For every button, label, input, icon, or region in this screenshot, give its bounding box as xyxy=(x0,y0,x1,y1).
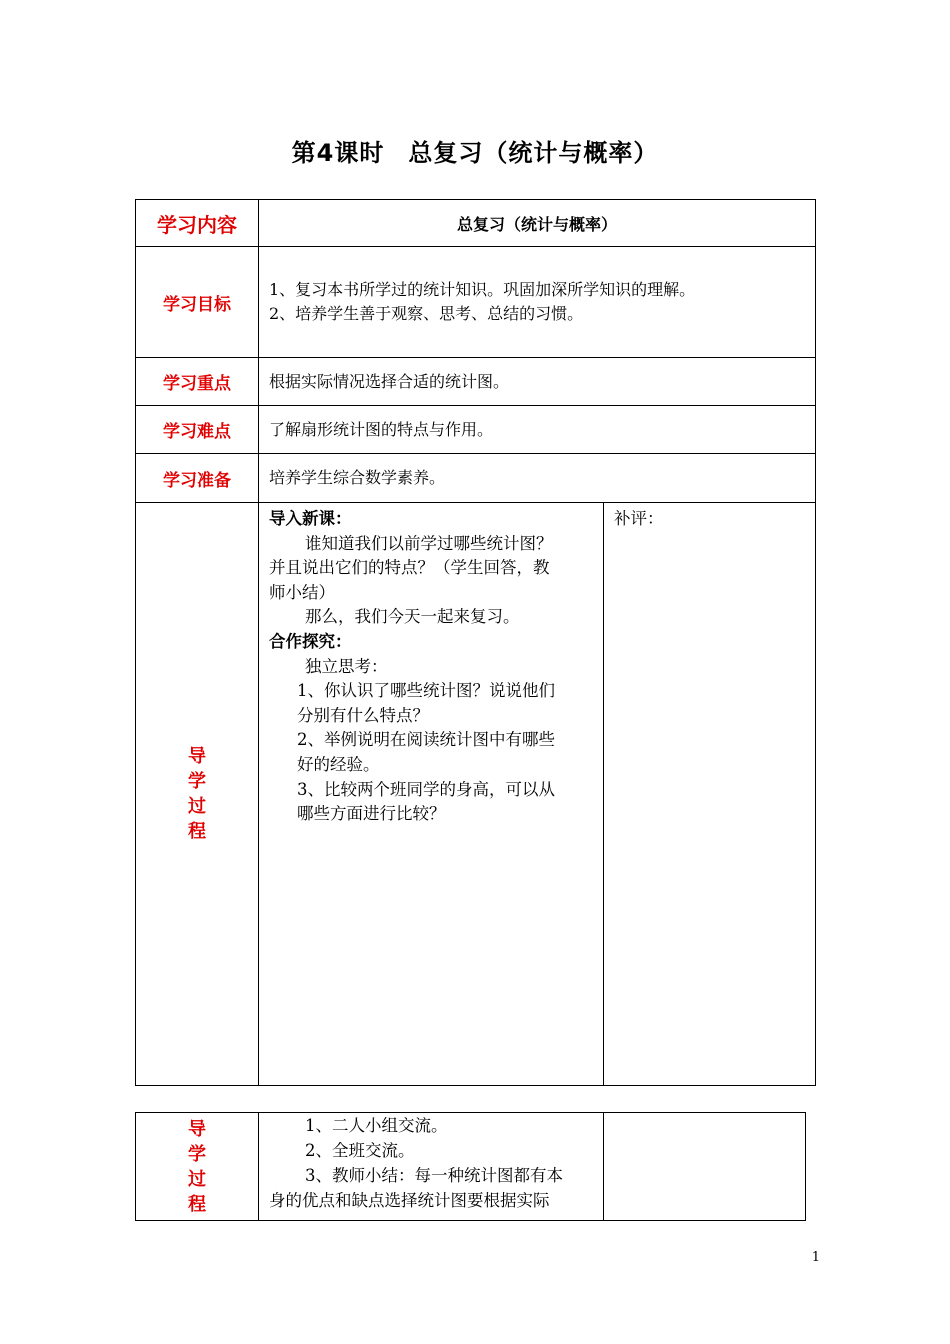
process-line: 2、全班交流。 xyxy=(305,1141,415,1160)
process-char: 过 xyxy=(188,796,206,817)
lesson-plan-table xyxy=(135,199,816,1086)
process-char: 学 xyxy=(188,1143,206,1165)
comment-cell xyxy=(604,1113,806,1221)
intro-text: 并且说出它们的特点？（学生回答，教 xyxy=(269,558,550,578)
process-char: 程 xyxy=(188,1193,206,1215)
process-char: 导 xyxy=(188,746,206,767)
intro-heading: 导入新课： xyxy=(269,509,352,528)
process-char: 程 xyxy=(188,821,206,842)
goal-value xyxy=(259,247,816,358)
lesson-number: 第4课时 xyxy=(291,139,385,167)
lesson-title: 总复习（统计与概率） xyxy=(408,139,659,167)
comment-cell: 补评： xyxy=(604,503,816,1086)
intro-text: 那么，我们今天一起来复习。 xyxy=(305,607,520,627)
intro-text: 师小结） xyxy=(269,582,335,602)
key-label: 学习重点 xyxy=(136,358,259,406)
process-char: 过 xyxy=(188,1168,206,1190)
question-item: 2、举例说明在阅读统计图中有哪些 xyxy=(297,730,555,750)
process-char: 导 xyxy=(188,1118,206,1140)
question-item: 哪些方面进行比较？ xyxy=(297,804,446,824)
goal-line: 1、复习本书所学过的统计知识。巩固加深所学知识的理解。 xyxy=(269,280,696,299)
process-content xyxy=(259,1113,604,1221)
content-label: 学习内容 xyxy=(136,200,259,247)
explore-heading: 合作探究： xyxy=(269,631,352,651)
difficulty-value: 了解扇形统计图的特点与作用。 xyxy=(259,406,816,454)
process-label xyxy=(136,503,259,1086)
process-line: 1、二人小组交流。 xyxy=(305,1116,448,1135)
content-value: 总复习（统计与概率） xyxy=(259,200,816,247)
process-content xyxy=(259,503,604,1086)
goal-label: 学习目标 xyxy=(136,247,259,358)
process-label xyxy=(136,1113,259,1221)
question-item: 分别有什么特点？ xyxy=(297,705,429,725)
key-value: 根据实际情况选择合适的统计图。 xyxy=(259,358,816,406)
prep-label: 学习准备 xyxy=(136,454,259,503)
goal-line: 2、培养学生善于观察、思考、总结的习惯。 xyxy=(269,304,584,323)
page-number: 1 xyxy=(811,1250,820,1265)
explore-text: 独立思考： xyxy=(305,656,388,676)
process-line: 身的优点和缺点选择统计图要根据实际 xyxy=(269,1191,550,1210)
question-item: 1、你认识了哪些统计图？说说他们 xyxy=(297,681,555,701)
difficulty-label: 学习难点 xyxy=(136,406,259,454)
question-item: 3、比较两个班同学的身高，可以从 xyxy=(297,779,555,799)
question-item: 好的经验。 xyxy=(297,754,380,774)
intro-text: 谁知道我们以前学过哪些统计图？ xyxy=(305,533,553,553)
process-char: 学 xyxy=(188,771,206,792)
process-line: 3、教师小结：每一种统计图都有本 xyxy=(305,1166,563,1185)
page-title xyxy=(0,133,950,168)
prep-value: 培养学生综合数学素养。 xyxy=(259,454,816,503)
lesson-plan-table-continued xyxy=(135,1112,806,1221)
